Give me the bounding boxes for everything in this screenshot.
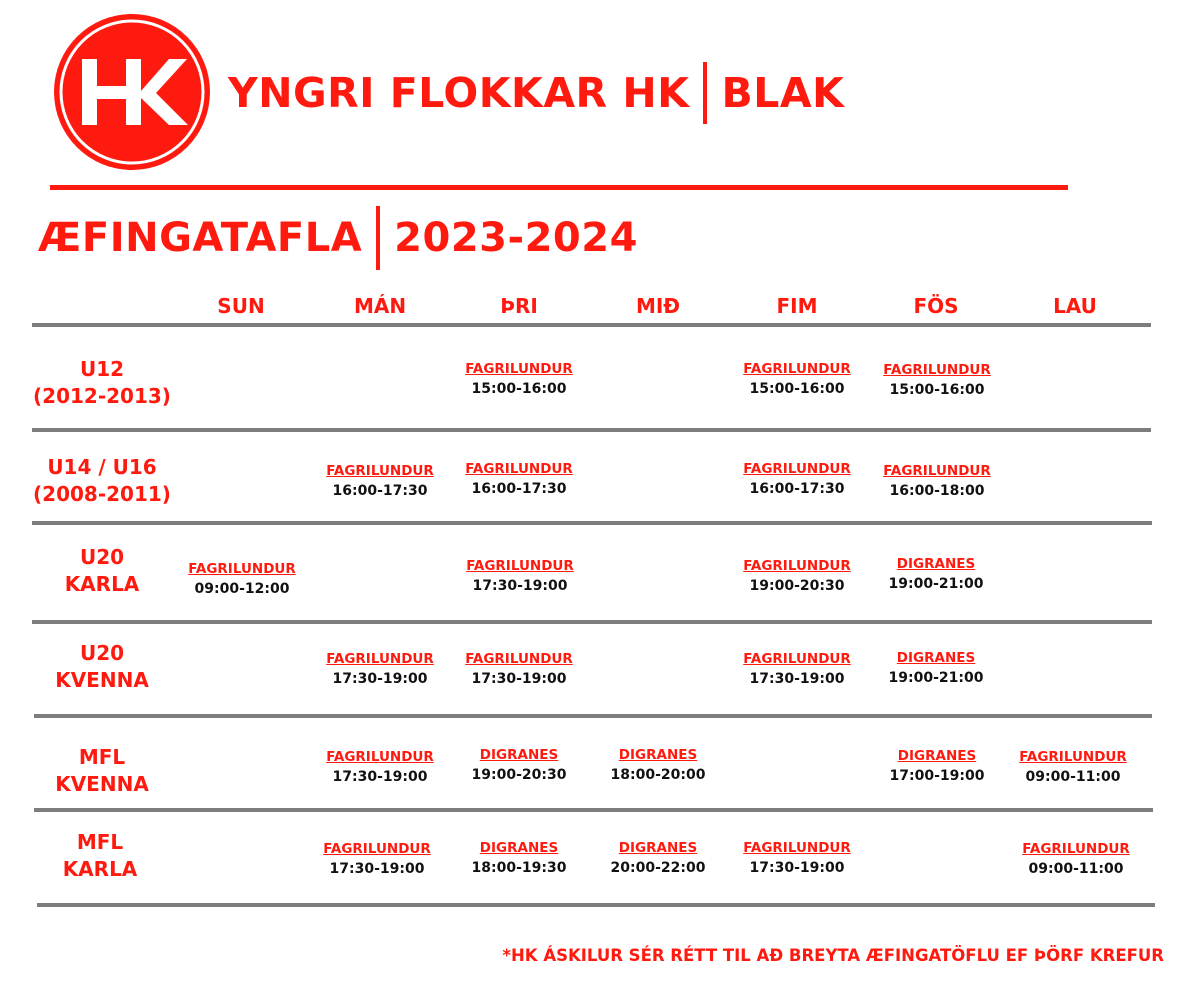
hk-logo-icon [52,12,212,172]
session-cell [175,559,309,599]
session-cell [453,556,587,596]
session-time: 17:00-19:00 [889,768,985,784]
hk-logo [52,12,212,172]
day-header-fim: FIM [776,294,818,318]
group-label-u20-kvenna [17,640,187,694]
session-cell [452,359,586,399]
group-subtitle: KARLA [64,572,140,596]
session-location: FAGRILUNDUR [465,651,573,667]
session-time: 16:00-18:00 [889,483,985,499]
group-subtitle: (2008-2011) [33,482,171,506]
group-subtitle: KVENNA [55,772,149,796]
session-location: FAGRILUNDUR [188,561,296,577]
session-location: FAGRILUNDUR [465,361,573,377]
group-name: U12 [79,357,125,381]
day-header-man: MÁN [353,294,407,318]
day-header-sun: SUN [217,294,265,318]
session-time: 19:00-21:00 [888,576,984,592]
subtitle-text: ÆFINGATAFLA [38,215,363,261]
session-cell [870,746,1004,786]
session-time: 15:00-16:00 [889,382,985,398]
session-time: 20:00-22:00 [610,860,706,876]
session-cell [870,461,1004,501]
group-name: U20 [79,641,125,665]
session-location: DIGRANES [896,650,976,666]
session-time: 16:00-17:30 [749,481,845,497]
session-location: FAGRILUNDUR [1022,841,1130,857]
session-location: FAGRILUNDUR [1019,749,1127,765]
session-time: 17:30-19:00 [471,671,567,687]
title-sport: BLAK [721,69,845,117]
table-rule [34,714,1152,718]
table-rule [32,521,1152,525]
session-time: 19:00-20:30 [749,578,845,594]
session-time: 09:00-12:00 [194,581,290,597]
session-cell [452,745,586,785]
session-cell [730,359,864,399]
title-text: YNGRI FLOKKAR HK [228,69,690,117]
session-location: FAGRILUNDUR [883,463,991,479]
session-time: 18:00-19:30 [471,860,567,876]
group-name: U14 / U16 [47,455,157,479]
group-label-mfl-karla [15,829,185,883]
table-rule [32,620,1152,624]
session-time: 18:00-20:00 [610,767,706,783]
table-rule [32,323,1151,327]
session-time: 17:30-19:00 [332,671,428,687]
session-cell [313,649,447,689]
header-rule [50,185,1068,190]
session-location: FAGRILUNDUR [883,362,991,378]
session-location: FAGRILUNDUR [743,361,851,377]
session-cell [591,838,725,878]
session-time: 19:00-21:00 [888,670,984,686]
group-name: MFL [76,830,124,854]
group-subtitle: KVENNA [55,668,149,692]
subtitle-divider [376,206,380,270]
session-location: FAGRILUNDUR [326,651,434,667]
session-cell [1006,747,1140,787]
session-location: FAGRILUNDUR [743,558,851,574]
session-time: 17:30-19:00 [329,861,425,877]
table-rule [32,428,1151,432]
table-rule [37,903,1155,907]
session-cell [591,745,725,785]
group-name: U20 [79,545,125,569]
session-cell [730,459,864,499]
session-location: FAGRILUNDUR [465,461,573,477]
session-cell [869,554,1003,594]
footnote: *HK ÁSKILUR SÉR RÉTT TIL AÐ BREYTA ÆFINGATÖFLU EF ÞÖRF KREFUR [502,946,1164,965]
session-cell [730,838,864,878]
group-name: MFL [78,745,126,769]
session-time: 15:00-16:00 [471,381,567,397]
group-label-u14-u16 [17,454,187,508]
session-time: 17:30-19:00 [332,769,428,785]
session-cell [313,461,447,501]
session-location: FAGRILUNDUR [326,463,434,479]
session-location: FAGRILUNDUR [323,841,431,857]
group-label-mfl-kvenna [17,744,187,798]
session-cell [310,839,444,879]
day-header-thri: ÞRI [500,294,538,318]
day-header-lau: LAU [1053,294,1097,318]
session-cell [870,360,1004,400]
session-location: DIGRANES [479,747,559,763]
session-time: 17:30-19:00 [749,860,845,876]
session-time: 17:30-19:00 [472,578,568,594]
session-location: DIGRANES [897,748,977,764]
group-label-u20-karla [17,544,187,598]
day-header-fos: FÖS [913,294,959,318]
session-location: DIGRANES [479,840,559,856]
session-location: DIGRANES [618,840,698,856]
season-text: 2023-2024 [394,215,638,261]
session-location: FAGRILUNDUR [743,461,851,477]
session-location: FAGRILUNDUR [466,558,574,574]
session-time: 09:00-11:00 [1025,769,1121,785]
session-time: 09:00-11:00 [1028,861,1124,877]
group-subtitle: (2012-2013) [33,384,171,408]
session-location: FAGRILUNDUR [743,651,851,667]
group-label-u12 [17,356,187,410]
session-cell [452,649,586,689]
group-subtitle: KARLA [62,857,138,881]
session-cell [730,649,864,689]
session-cell [452,838,586,878]
session-location: FAGRILUNDUR [743,840,851,856]
table-rule [34,808,1153,812]
session-cell [1009,839,1143,879]
session-cell [730,556,864,596]
session-time: 15:00-16:00 [749,381,845,397]
schedule-heading [38,206,638,270]
session-cell [313,747,447,787]
session-cell [452,459,586,499]
session-location: FAGRILUNDUR [326,749,434,765]
session-time: 16:00-17:30 [332,483,428,499]
session-location: DIGRANES [618,747,698,763]
session-location: DIGRANES [896,556,976,572]
session-cell [869,648,1003,688]
day-header-mid: MIÐ [635,294,681,318]
session-time: 19:00-20:30 [471,767,567,783]
session-time: 16:00-17:30 [471,481,567,497]
title-divider [703,62,707,124]
session-time: 17:30-19:00 [749,671,845,687]
page-title [228,66,844,120]
